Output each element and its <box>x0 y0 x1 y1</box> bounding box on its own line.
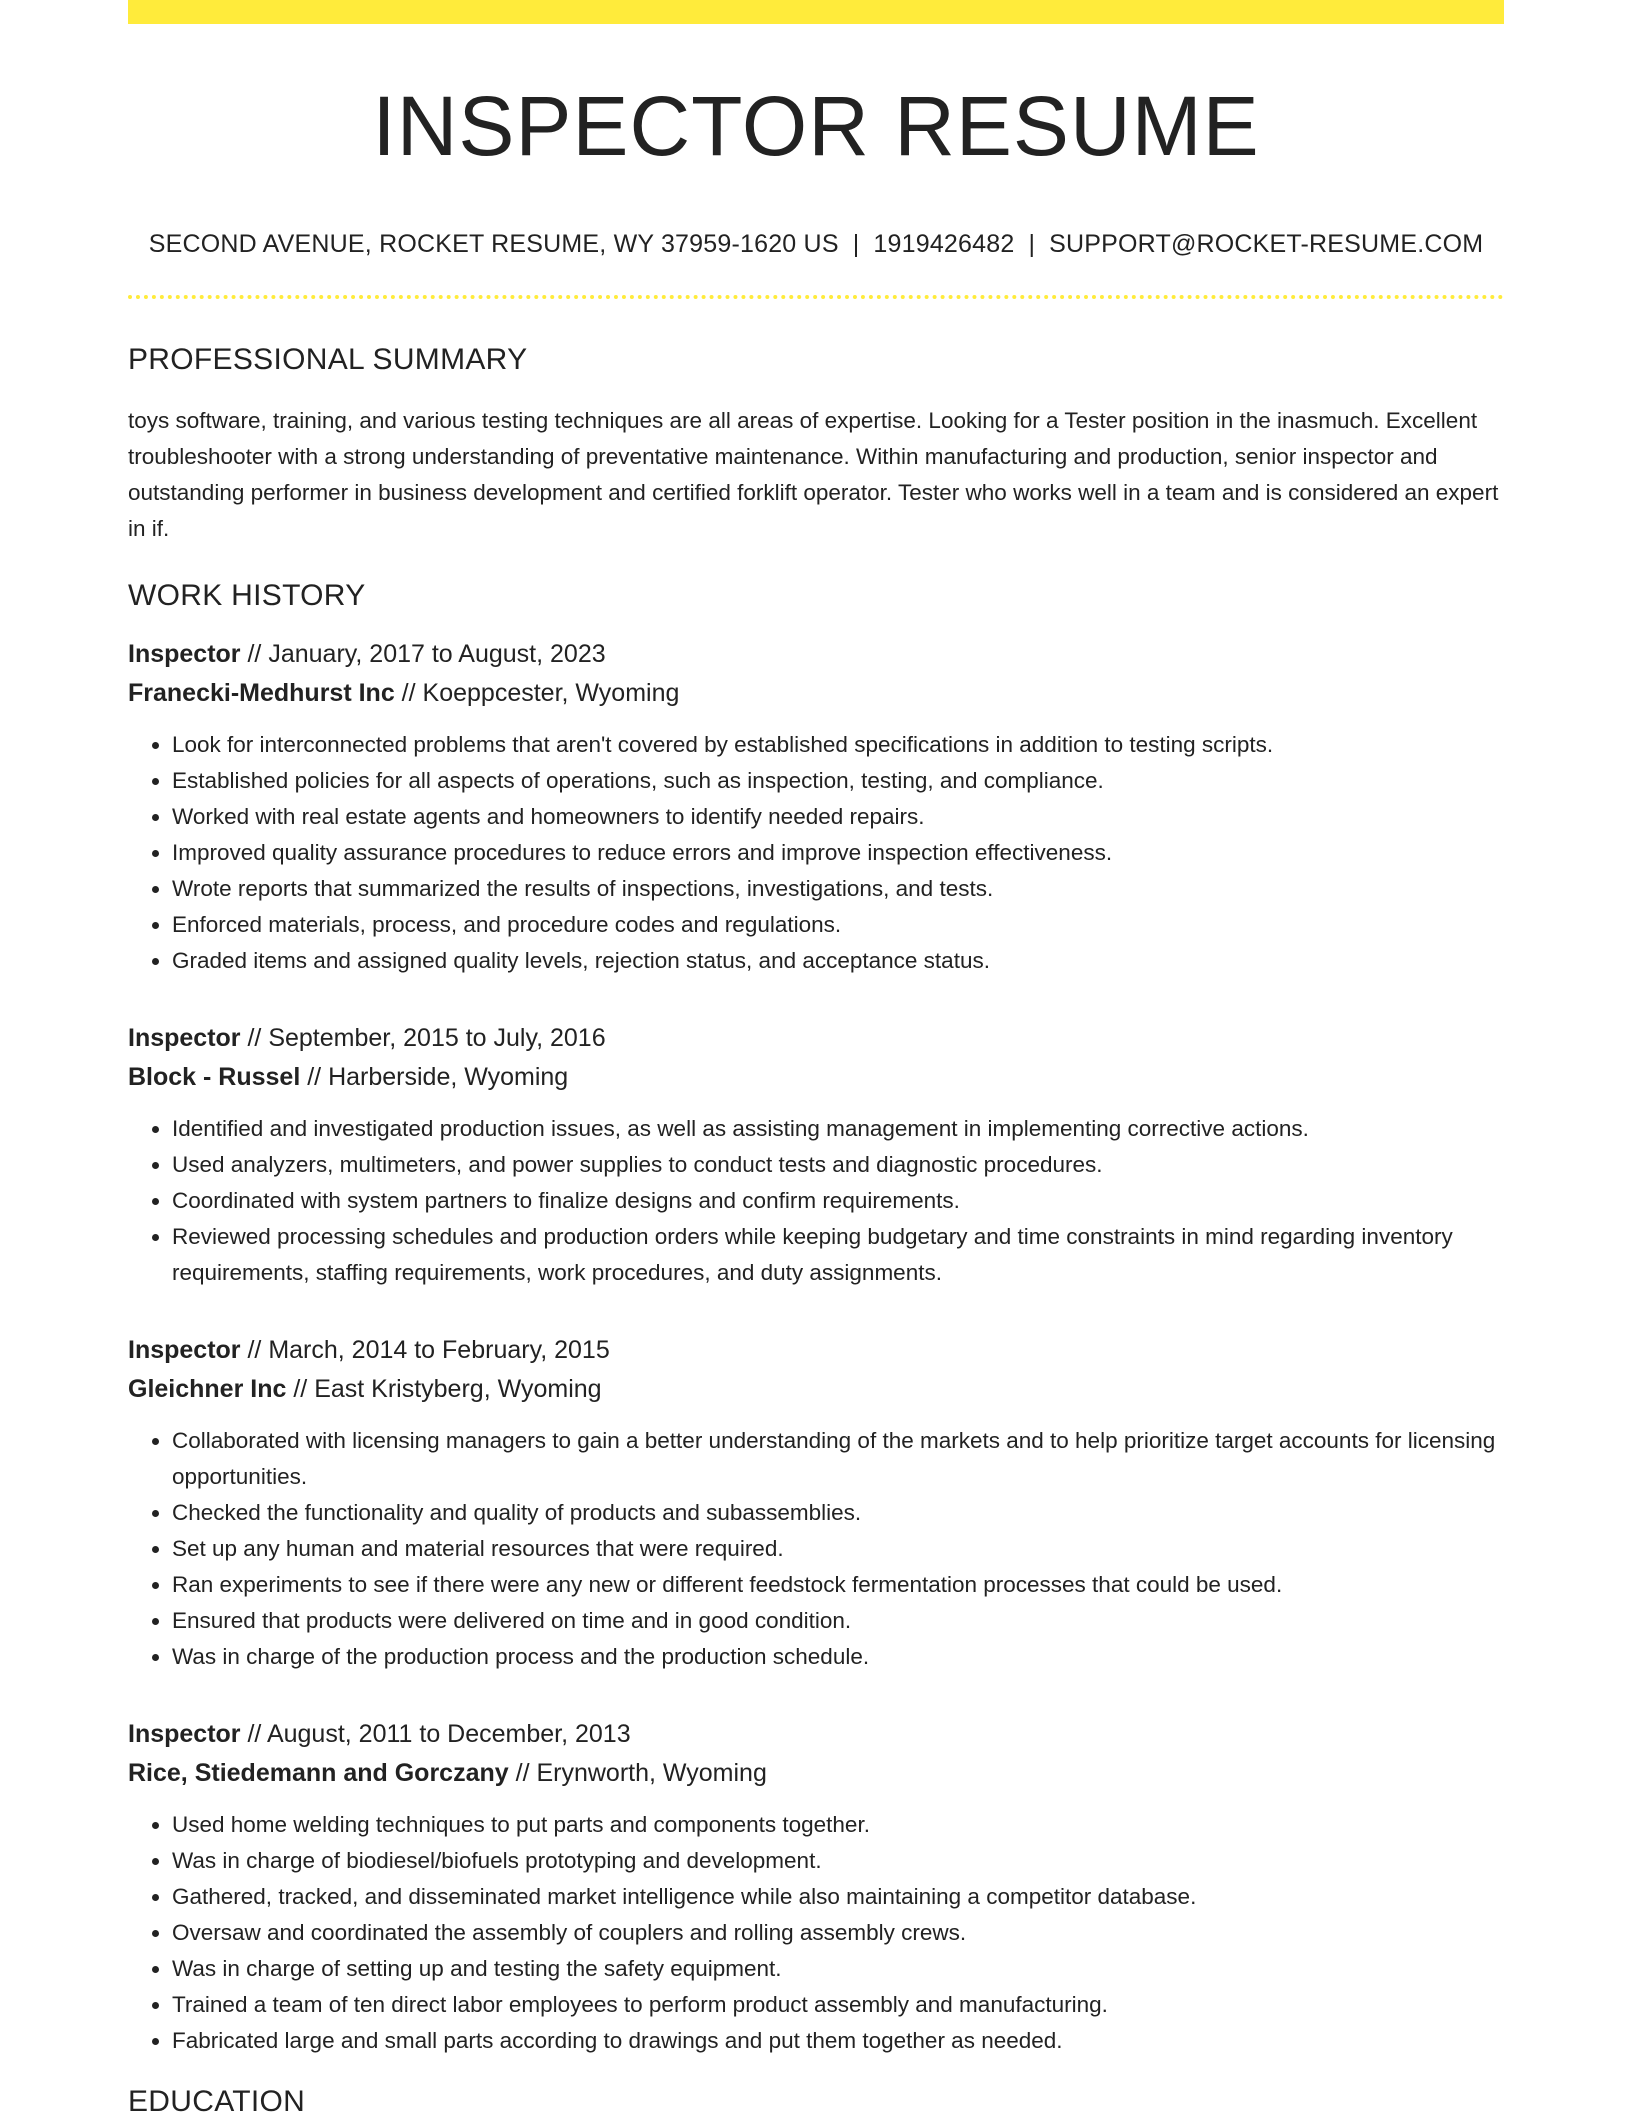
job-company-line <box>128 1754 1504 1793</box>
job-title: Inspector <box>128 1024 241 1053</box>
job-divider: // <box>508 1759 537 1788</box>
dotted-divider <box>128 295 1504 299</box>
job-bullet: • Trained a team of ten direct labor employees to perform product assembly and manufacturing. <box>172 1987 1504 2023</box>
job-dates: August, 2011 to December, 2013 <box>266 1720 631 1749</box>
job-bullet: • Collaborated with licensing managers to gain a better understanding of the markets and to help prioritize target accounts for licensing opportunities. <box>172 1423 1504 1495</box>
job-bullet: • Used home welding techniques to put parts and components together. <box>172 1807 1504 1843</box>
job-bullet: • Enforced materials, process, and procedure codes and regulations. <box>172 907 1504 943</box>
job-bullet: • Look for interconnected problems that aren't covered by established specifications in addition to testing scripts. <box>172 727 1504 763</box>
job-location: East Kristyberg, Wyoming <box>314 1375 602 1404</box>
contact-separator: | <box>852 230 860 259</box>
job-company: Franecki-Medhurst Inc <box>128 679 395 708</box>
summary-heading: PROFESSIONAL SUMMARY <box>128 343 528 377</box>
job-bullets <box>128 1423 1504 1675</box>
job-entry <box>128 1019 1504 1291</box>
contact-email[interactable]: SUPPORT@ROCKET-RESUME.COM <box>1049 230 1484 259</box>
job-bullet: • Oversaw and coordinated the assembly of couplers and rolling assembly crews. <box>172 1915 1504 1951</box>
contact-address: SECOND AVENUE, ROCKET RESUME, WY 37959-1620 US <box>148 230 839 259</box>
job-dates: September, 2015 to July, 2016 <box>268 1024 606 1053</box>
job-bullet: • Coordinated with system partners to finalize designs and confirm requirements. <box>172 1183 1504 1219</box>
job-bullet: • Wrote reports that summarized the results of inspections, investigations, and tests. <box>172 871 1504 907</box>
job-company: Rice, Stiedemann and Gorczany <box>128 1759 509 1788</box>
job-bullet: • Graded items and assigned quality levels, rejection status, and acceptance status. <box>172 943 1504 979</box>
job-divider: // <box>240 1024 269 1053</box>
job-entry <box>128 635 1504 979</box>
job-location: Harberside, Wyoming <box>328 1063 569 1092</box>
contact-phone[interactable]: 1919426482 <box>873 230 1015 259</box>
job-bullets <box>128 727 1504 979</box>
job-bullet: • Fabricated large and small parts according to drawings and put them together as needed. <box>172 2023 1504 2059</box>
job-divider: // <box>286 1375 315 1404</box>
job-title-line <box>128 635 1504 674</box>
contact-separator: | <box>1028 230 1036 259</box>
resume-title: INSPECTOR RESUME <box>372 79 1260 173</box>
job-entry <box>128 1331 1504 1675</box>
job-bullet: • Established policies for all aspects of operations, such as inspection, testing, and compliance. <box>172 763 1504 799</box>
job-dates: March, 2014 to February, 2015 <box>268 1336 610 1365</box>
resume-page <box>128 0 1504 2119</box>
job-bullet: • Reviewed processing schedules and production orders while keeping budgetary and time constraints in mind regarding inventory requirements, staffing requirements, work procedures, and duty assignments. <box>172 1219 1504 1291</box>
job-bullet: • Ran experiments to see if there were any new or different feedstock fermentation processes that could be used. <box>172 1567 1504 1603</box>
job-title: Inspector <box>128 1720 241 1749</box>
job-bullet: • Was in charge of the production process and the production schedule. <box>172 1639 1504 1675</box>
job-title-line <box>128 1331 1504 1370</box>
job-bullet: • Used analyzers, multimeters, and power supplies to conduct tests and diagnostic procedures. <box>172 1147 1504 1183</box>
job-bullet: • Ensured that products were delivered on time and in good condition. <box>172 1603 1504 1639</box>
job-bullet: • Improved quality assurance procedures to reduce errors and improve inspection effectiveness. <box>172 835 1504 871</box>
job-company-line <box>128 1058 1504 1097</box>
job-dates: January, 2017 to August, 2023 <box>268 640 606 669</box>
job-bullet: • Gathered, tracked, and disseminated market intelligence while also maintaining a competitor database. <box>172 1879 1504 1915</box>
job-company: Gleichner Inc <box>128 1375 287 1404</box>
job-divider: // <box>394 679 423 708</box>
job-bullets <box>128 1111 1504 1291</box>
job-company-line <box>128 1370 1504 1409</box>
job-entry <box>128 1715 1504 2059</box>
job-divider: // <box>300 1063 329 1092</box>
summary-text: toys software, training, and various testing techniques are all areas of expertise. Looking for a Tester position in the inasmuch. Excellent troubleshooter with a strong understanding of preventative maintenance. Within manufacturing and production, senior inspector and outstanding performer in business development and certified forklift operator. Tester who works well in a team and is considered an expert in if. <box>128 408 1499 542</box>
job-bullets <box>128 1807 1504 2059</box>
education-heading: EDUCATION <box>128 2085 306 2119</box>
job-title: Inspector <box>128 640 241 669</box>
job-bullet: • Checked the functionality and quality of products and subassemblies. <box>172 1495 1504 1531</box>
job-location: Koeppcester, Wyoming <box>422 679 680 708</box>
job-company: Block - Russel <box>128 1063 301 1092</box>
job-bullet: • Was in charge of setting up and testing the safety equipment. <box>172 1951 1504 1987</box>
contact-line <box>128 230 1504 259</box>
job-location: Erynworth, Wyoming <box>536 1759 767 1788</box>
job-title-line <box>128 1715 1504 1754</box>
job-company-line <box>128 674 1504 713</box>
job-divider: // <box>240 1336 269 1365</box>
job-bullet: • Was in charge of biodiesel/biofuels prototyping and development. <box>172 1843 1504 1879</box>
work-history-heading: WORK HISTORY <box>128 579 366 613</box>
job-bullet: • Identified and investigated production issues, as well as assisting management in implementing corrective actions. <box>172 1111 1504 1147</box>
job-bullet: • Worked with real estate agents and homeowners to identify needed repairs. <box>172 799 1504 835</box>
accent-bar <box>128 0 1504 24</box>
job-title: Inspector <box>128 1336 241 1365</box>
job-divider: // <box>240 1720 267 1749</box>
job-title-line <box>128 1019 1504 1058</box>
work-history-list <box>128 635 1504 2059</box>
job-bullet: • Set up any human and material resources that were required. <box>172 1531 1504 1567</box>
job-divider: // <box>240 640 269 669</box>
